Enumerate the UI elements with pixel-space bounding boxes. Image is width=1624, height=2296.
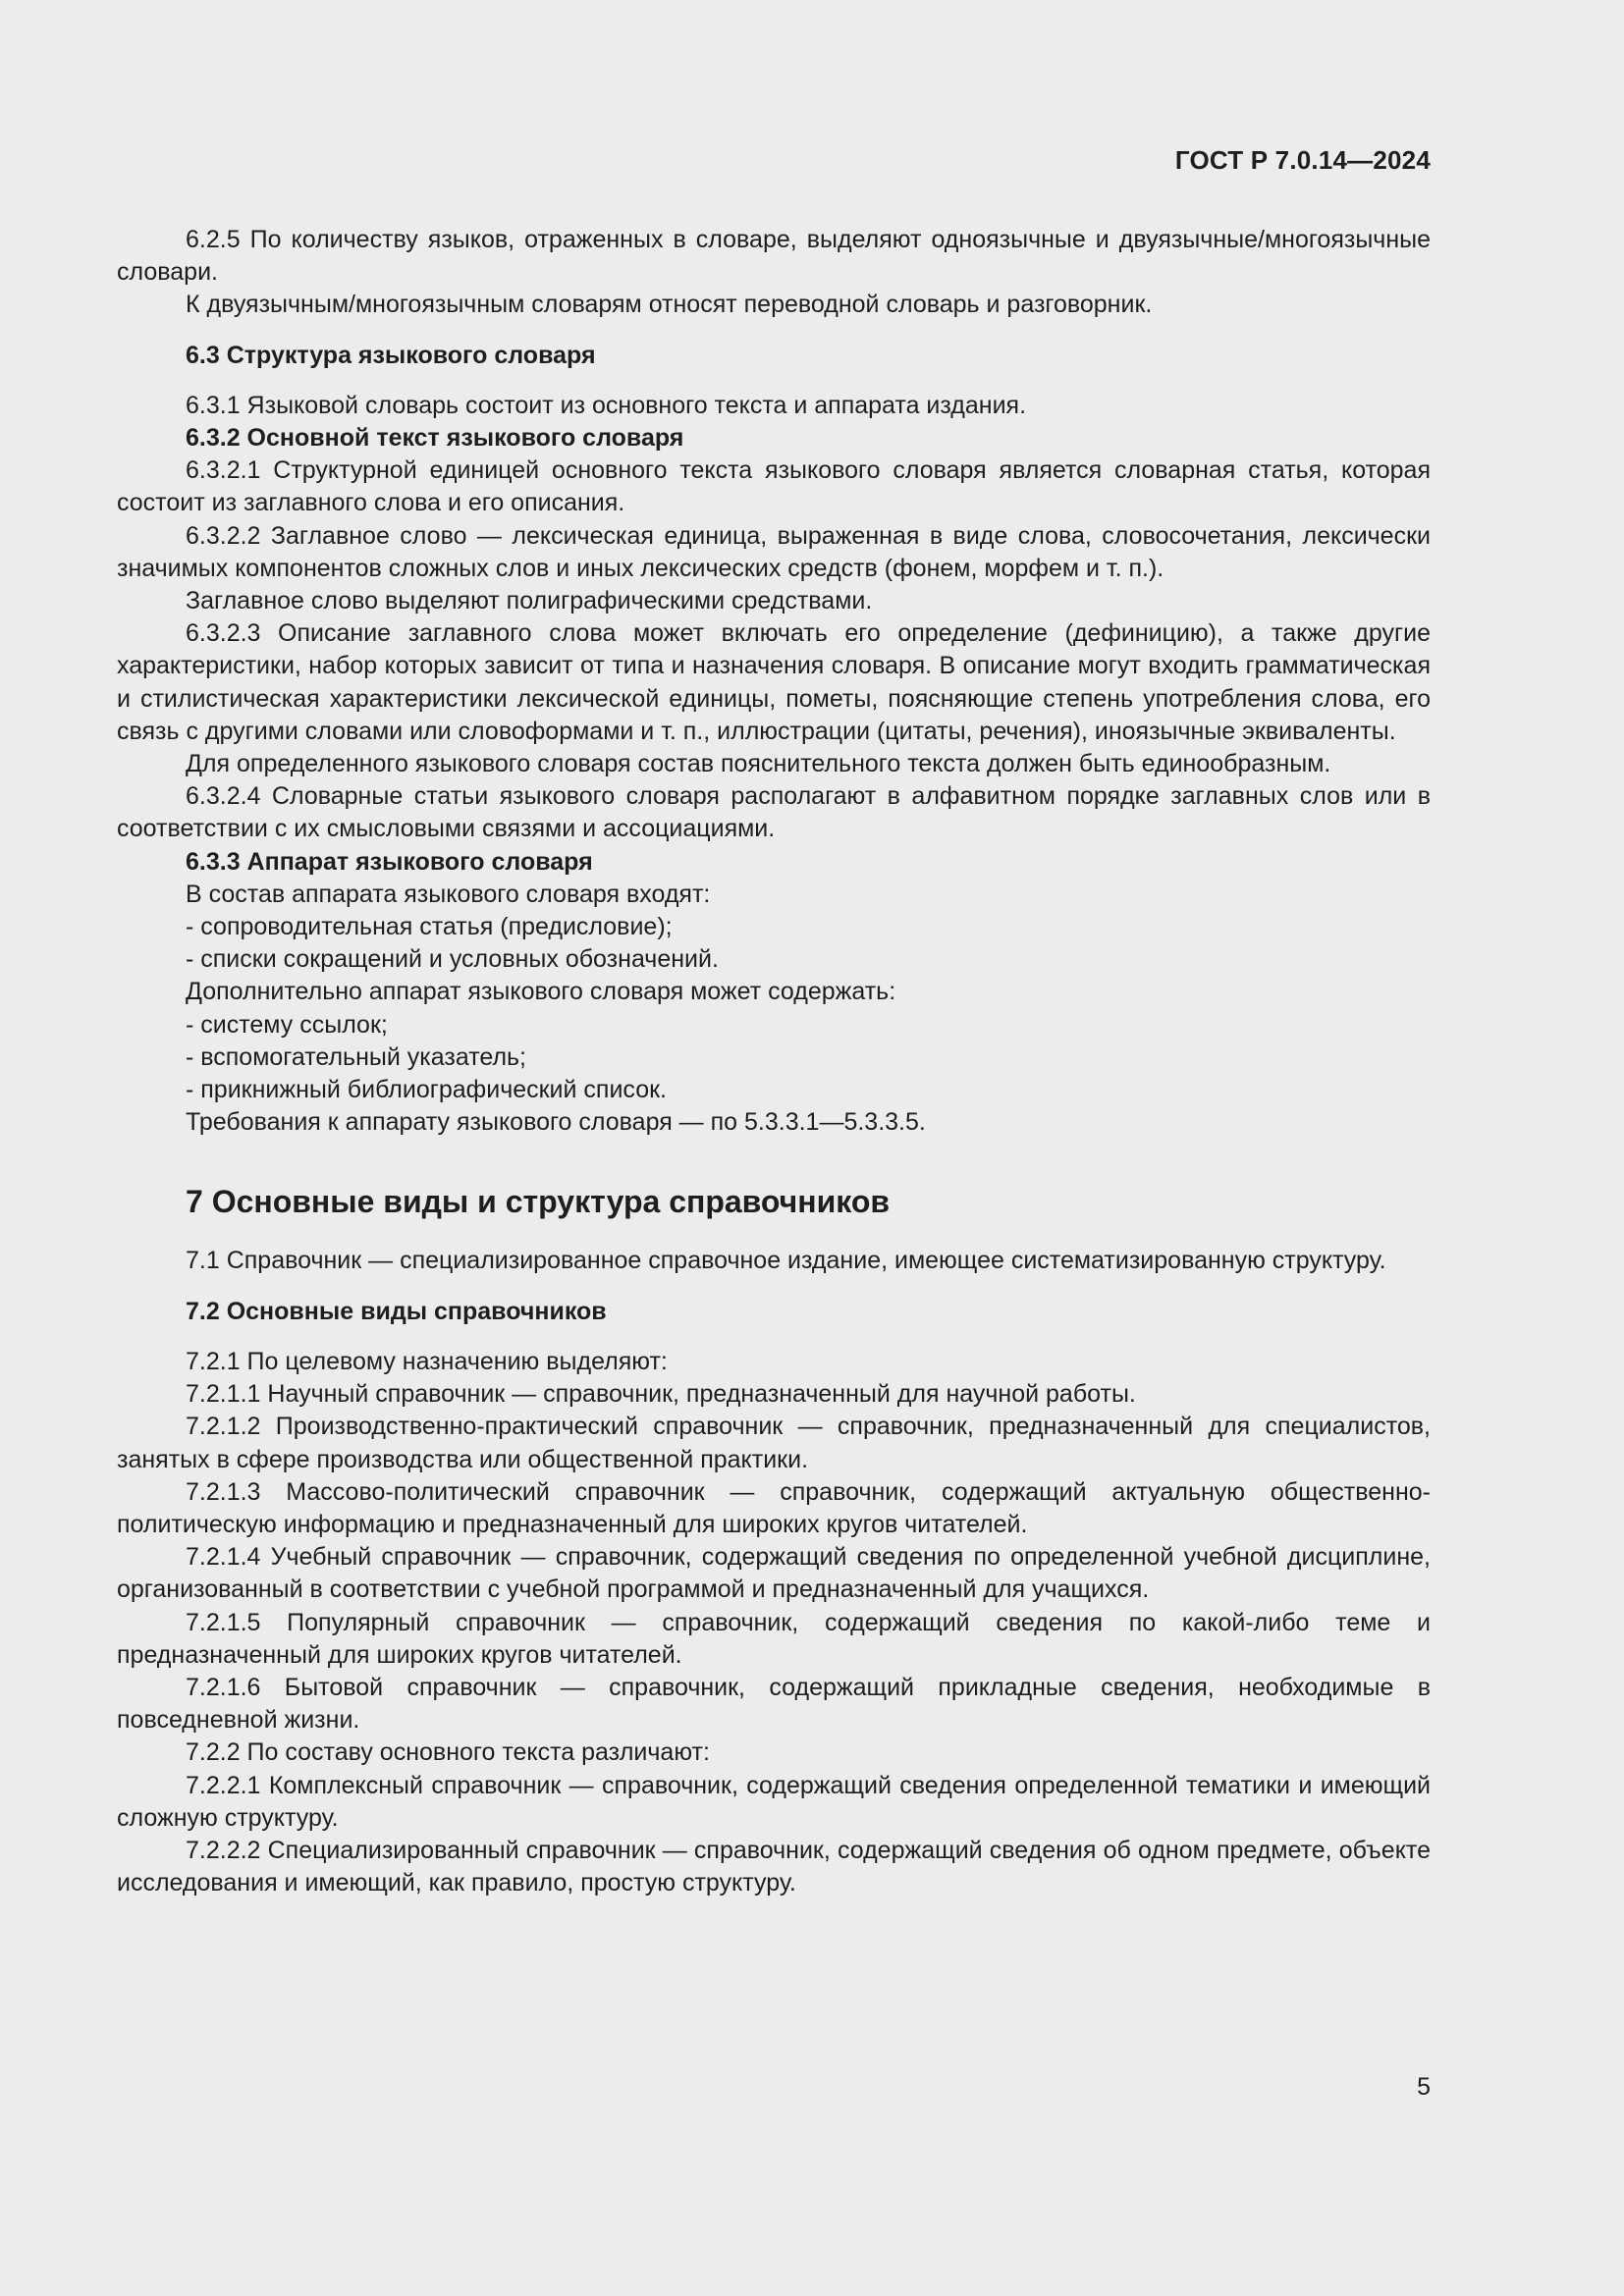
page-number: 5 — [1417, 2073, 1431, 2101]
list-item: - списки сокращений и условных обозначений. — [186, 945, 719, 974]
paragraph-7-2-1-2: 7.2.1.2 Производственно-практический справочник — справочник, предназначенный для специалистов, занятых в сфере производства или общественной практики. — [117, 1413, 1431, 1473]
clause-heading-6-3-2: 6.3.2 Основной текст языкового словаря — [186, 424, 684, 453]
subsection-heading-7-2: 7.2 Основные виды справочников — [186, 1297, 607, 1325]
paragraph-7-2-1-4: 7.2.1.4 Учебный справочник — справочник, содержащий сведения по определенной учебной дисциплине, организованный в соответствии с учебной программой и предназначенный для учащихся. — [117, 1543, 1431, 1604]
paragraph-bilingual-dictionaries: К двуязычным/многоязычным словарям относят переводной словарь и разговорник. — [186, 291, 1153, 319]
paragraph-apparatus-requirements: Требования к аппарату языкового словаря — по 5.3.3.1—5.3.3.5. — [186, 1108, 926, 1137]
paragraph-7-2-1-6: 7.2.1.6 Бытовой справочник — справочник, содержащий прикладные сведения, необходимые в повседневной жизни. — [117, 1673, 1431, 1735]
paragraph-6-3-1: 6.3.1 Языковой словарь состоит из основного текста и аппарата издания. — [186, 391, 1027, 419]
paragraph-uniform-text: Для определенного языкового словаря состав пояснительного текста должен быть единообразным. — [186, 750, 1331, 778]
paragraph-apparatus-includes: В состав аппарата языкового словаря входят: — [186, 880, 711, 908]
paragraph-7-2-1-1: 7.2.1.1 Научный справочник — справочник, предназначенный для научной работы. — [186, 1380, 1136, 1409]
paragraph-headword-typography: Заглавное слово выделяют полиграфическими средствами. — [186, 587, 873, 615]
section-heading-7: 7 Основные виды и структура справочников — [186, 1184, 891, 1220]
list-item: - вспомогательный указатель; — [186, 1042, 526, 1071]
clause-heading-6-3-3: 6.3.3 Аппарат языкового словаря — [186, 847, 593, 876]
paragraph-6-3-2-4: 6.3.2.4 Словарные статьи языкового словаря располагают в алфавитном порядке заглавных слов или в соответствии с их смысловыми связями и ассоциациями. — [117, 782, 1431, 843]
list-item: - систему ссылок; — [186, 1010, 388, 1039]
paragraph-apparatus-additional: Дополнительно аппарат языкового словаря может содержать: — [186, 978, 896, 1006]
paragraph-7-2-2-2: 7.2.2.2 Специализированный справочник — справочник, содержащий сведения об одном предмете, объекте исследования и имеющий, как правило, простую структуру. — [117, 1836, 1431, 1897]
paragraph-7-2-2-1: 7.2.2.1 Комплексный справочник — справочник, содержащий сведения определенной тематики и имеющий сложную структуру. — [117, 1771, 1431, 1832]
paragraph-7-2-1: 7.2.1 По целевому назначению выделяют: — [186, 1347, 668, 1375]
paragraph-6-2-5: 6.2.5 По количеству языков, отраженных в словаре, выделяют одноязычные и двуязычные/многоязычные словари. — [117, 226, 1431, 287]
paragraph-6-3-2-2: 6.3.2.2 Заглавное слово — лексическая единица, выраженная в виде слова, словосочетания, лексически значимых компонентов сложных слов и иных лексических средств (фонем, морфем и т. п.). — [117, 521, 1431, 582]
document-body — [117, 224, 1431, 1899]
subsection-heading-6-3: 6.3 Структура языкового словаря — [186, 341, 596, 369]
list-item: - сопроводительная статья (предисловие); — [186, 913, 673, 941]
paragraph-7-2-2: 7.2.2 По составу основного текста различают: — [186, 1738, 710, 1767]
document-code-header: ГОСТ Р 7.0.14—2024 — [1174, 145, 1431, 175]
paragraph-7-2-1-3: 7.2.1.3 Массово-политический справочник — справочник, содержащий актуальную общественно-политическую информацию и предназначенный для широких кругов читателей. — [117, 1477, 1431, 1538]
paragraph-7-1: 7.1 Справочник — специализированное справочное издание, имеющее систематизированную структуру. — [186, 1247, 1386, 1275]
list-item: - прикнижный библиографический список. — [186, 1076, 668, 1104]
paragraph-6-3-2-1: 6.3.2.1 Структурной единицей основного текста языкового словаря является словарная статья, которая состоит из заглавного слова и его описания. — [117, 456, 1431, 517]
paragraph-7-2-1-5: 7.2.1.5 Популярный справочник — справочник, содержащий сведения по какой-либо теме и предназначенный для широких кругов читателей. — [117, 1608, 1431, 1669]
paragraph-6-3-2-3: 6.3.2.3 Описание заглавного слова может включать его определение (дефиницию), а также другие характеристики, набор которых зависит от типа и назначения словаря. В описание могут входить грамматическая и стилистическая характеристики лексической единицы, пометы, поясняющие степень употребления слова, его связь с другими словами или словоформами и т. п., иллюстрации (цитаты, речения), иноязычные эквиваленты. — [117, 619, 1431, 745]
